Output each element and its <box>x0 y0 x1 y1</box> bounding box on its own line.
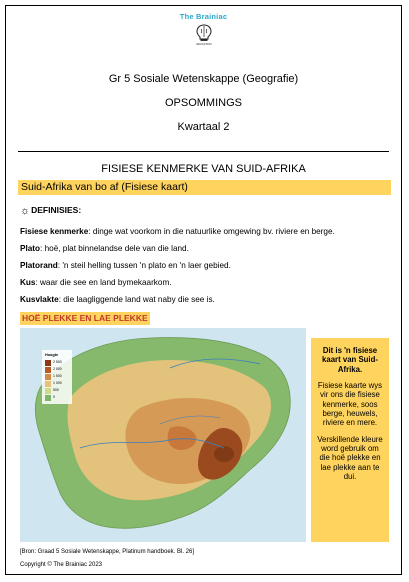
definitions-heading-label: DEFINISIES: <box>31 205 82 215</box>
divider <box>18 151 389 152</box>
map-legend <box>42 350 72 404</box>
definitions-heading <box>20 205 81 217</box>
definition-item: Plato: hoë, plat binnelandse dele van die land. <box>20 244 189 253</box>
section-band: Suid-Afrika van bo af (Fisiese kaart) <box>18 180 391 195</box>
brand-header <box>6 12 401 46</box>
lightbulb-icon: ☼ <box>20 205 31 217</box>
worksheet-page <box>5 5 402 575</box>
callout-text: Verskillende kleure word gebruik om die hoë plekke en lae plekke aan te dui. <box>317 434 383 482</box>
source-note: [Bron: Graad 5 Sosiale Wetenskappe, Platinum handboek. Bl. 26] <box>20 549 194 555</box>
legend-value: 2 000 <box>53 367 62 371</box>
legend-swatch <box>45 367 51 373</box>
legend-swatch <box>45 374 51 380</box>
legend-value: 0 <box>53 395 55 399</box>
legend-swatch <box>45 360 51 366</box>
definition-item: Fisiese kenmerke: dinge wat voorkom in die natuurlike omgewing bv. riviere en berge. <box>20 227 335 236</box>
legend-swatch <box>45 381 51 387</box>
legend-swatch <box>45 388 51 394</box>
term-title: Kwartaal 2 <box>177 121 230 133</box>
section-title: FISIESE KENMERKE VAN SUID-AFRIKA <box>101 163 306 175</box>
legend-swatch <box>45 395 51 401</box>
copyright: Copyright © The Brainiac 2023 <box>20 562 103 568</box>
lightbulb-brain-icon <box>192 22 216 46</box>
lesotho-region <box>214 446 234 462</box>
definition-item: Kusvlakte: die laagliggende land wat naby die see is. <box>20 295 215 304</box>
brand-name: The Brainiac <box>179 12 228 21</box>
subject-title: Gr 5 Sosiale Wetenskappe (Geografie) <box>108 73 299 85</box>
info-callout <box>311 338 389 542</box>
places-heading: HOË PLEKKE EN LAE PLEKKE <box>22 313 148 323</box>
legend-title: Hoogte <box>45 353 59 357</box>
legend-value: 2 500 <box>53 360 62 364</box>
definition-item: Platorand: 'n steil helling tussen 'n plato en 'n laer gebied. <box>20 261 231 270</box>
callout-text: Fisiese kaarte wys vir ons die fisiese kenmerke, soos berge, heuwels, riviere en mere. <box>317 381 383 428</box>
brand-logo-text: EDUCATION <box>195 43 212 46</box>
legend-value: 500 <box>53 388 59 392</box>
definition-item: Kus: waar die see en land bymekaarkom. <box>20 278 172 287</box>
summaries-title: OPSOMMINGS <box>164 97 242 109</box>
callout-title: Dit is 'n fisiese kaart van Suid-Afrika. <box>322 346 378 374</box>
legend-value: 1 000 <box>53 381 62 385</box>
physical-map <box>20 328 306 542</box>
legend-value: 1 500 <box>53 374 62 378</box>
